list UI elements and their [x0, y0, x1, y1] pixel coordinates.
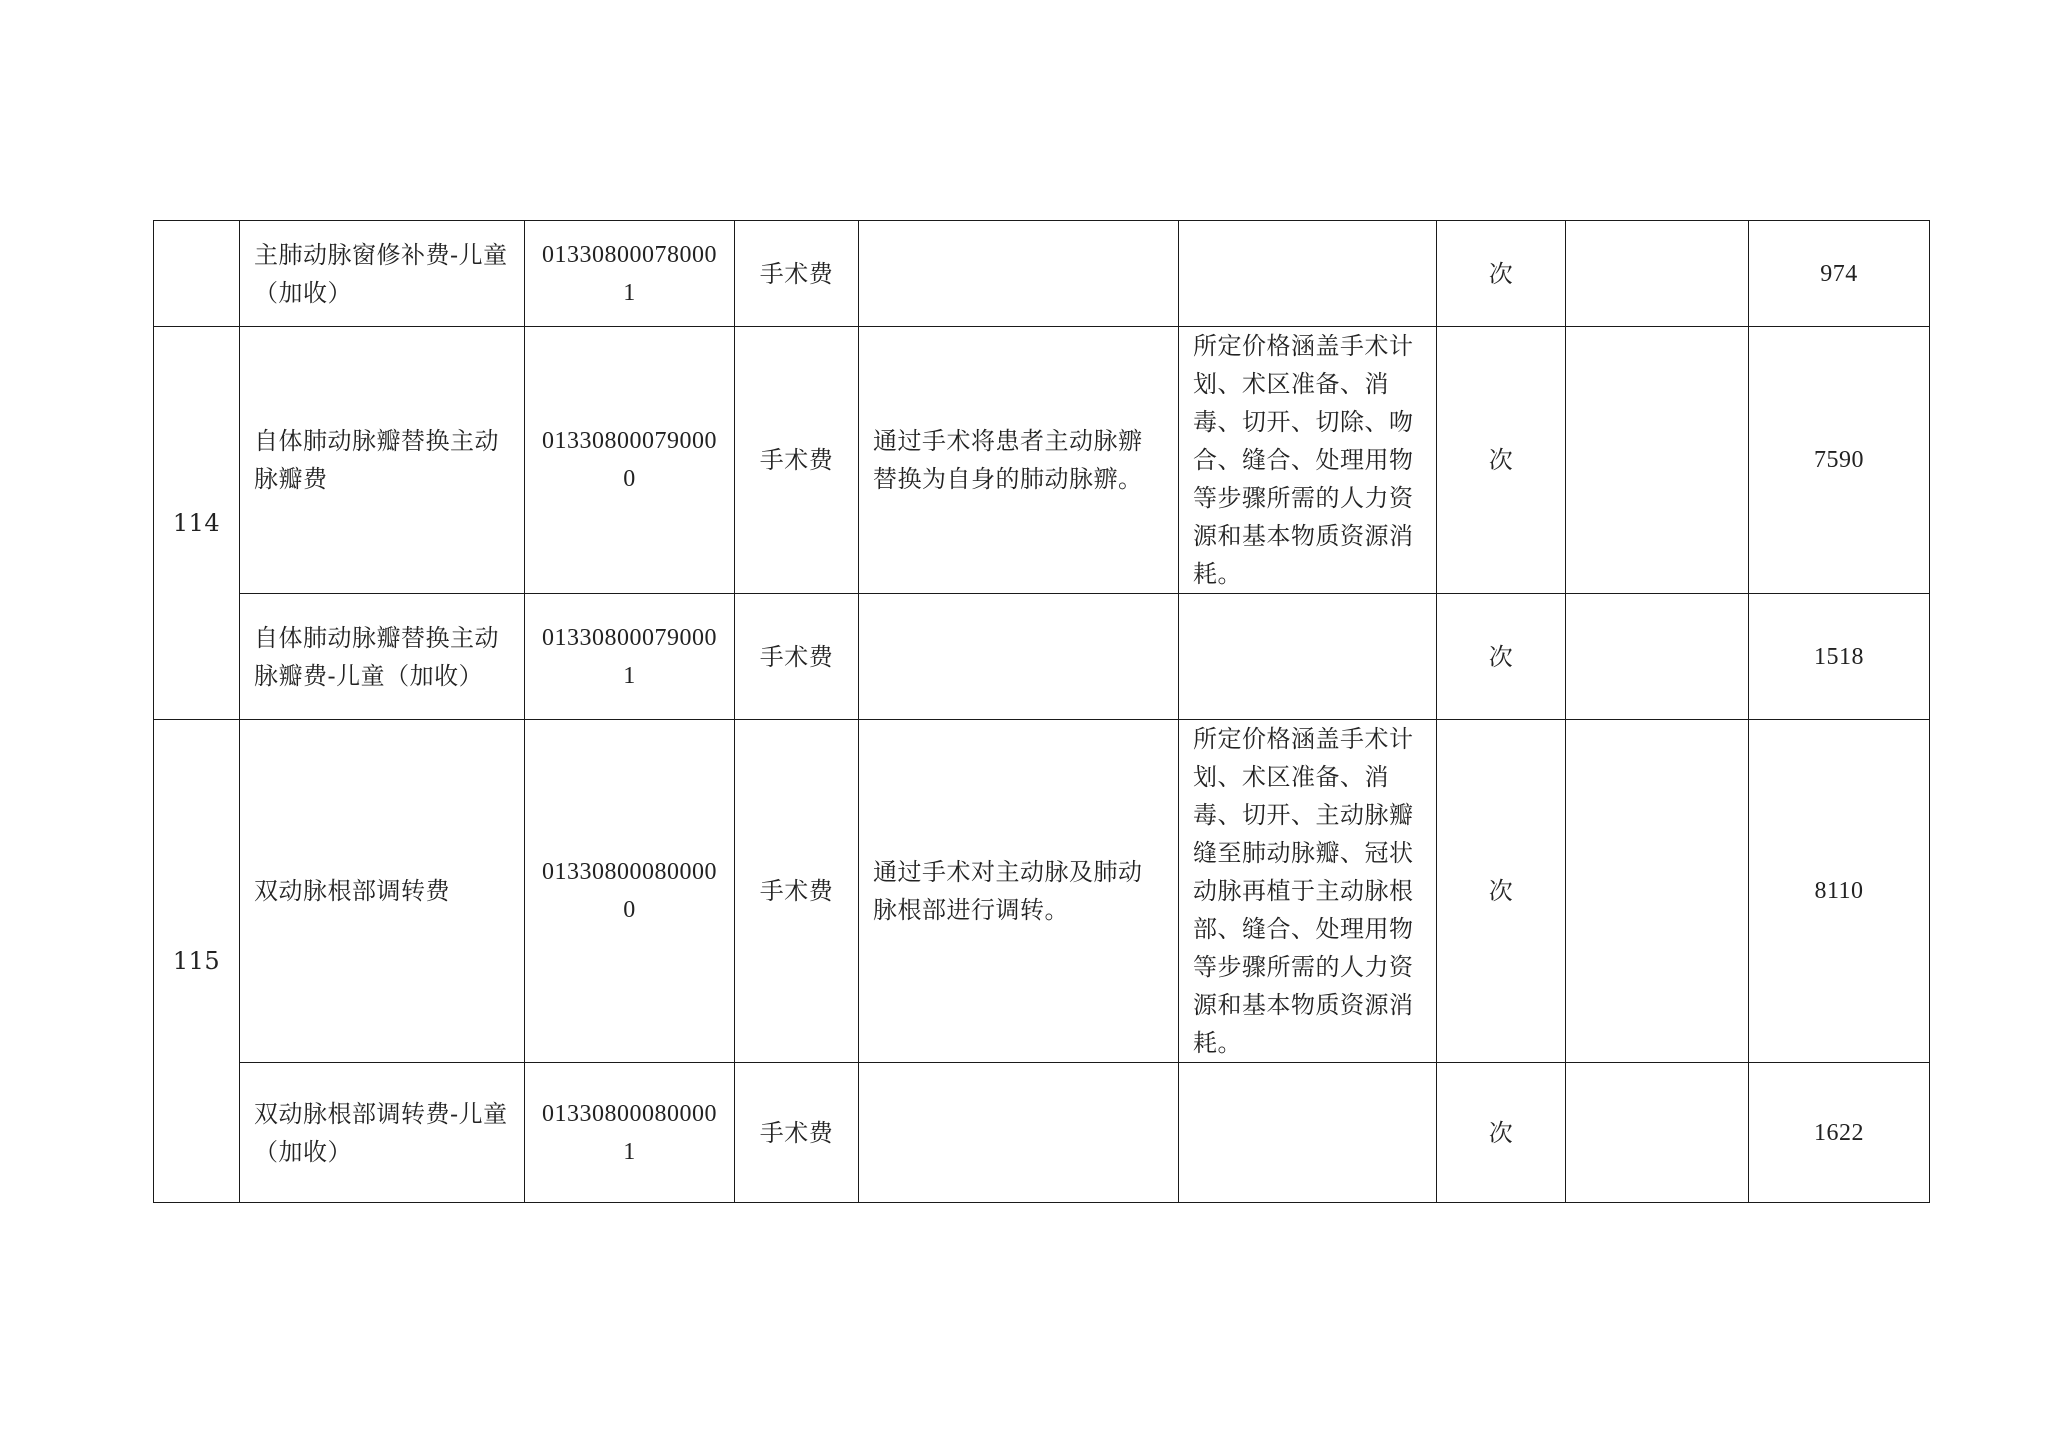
table-row	[154, 720, 1930, 1063]
fee-category-cell: 手术费	[735, 594, 859, 720]
remark-cell	[1566, 327, 1749, 594]
unit-cell: 次	[1437, 221, 1566, 327]
item-code-cell: 013308000790000	[525, 327, 735, 594]
unit-cell: 次	[1437, 1063, 1566, 1203]
item-content-cell: 通过手术对主动脉及肺动脉根部进行调转。	[859, 720, 1179, 1063]
pricing-note-cell: 所定价格涵盖手术计划、术区准备、消毒、切开、主动脉瓣缝至肺动脉瓣、冠状动脉再植于主动脉根部、缝合、处理用物等步骤所需的人力资源和基本物质资源消耗。	[1179, 720, 1437, 1063]
item-code-cell: 013308000800001	[525, 1063, 735, 1203]
item-name-cell: 自体肺动脉瓣替换主动脉瓣费-儿童（加收）	[240, 594, 525, 720]
item-name-cell: 双动脉根部调转费	[240, 720, 525, 1063]
item-content-cell	[859, 1063, 1179, 1203]
item-name-cell: 双动脉根部调转费-儿童（加收）	[240, 1063, 525, 1203]
price-cell: 1518	[1749, 594, 1930, 720]
remark-cell	[1566, 594, 1749, 720]
item-content-cell	[859, 221, 1179, 327]
remark-cell	[1566, 720, 1749, 1063]
item-name-cell: 自体肺动脉瓣替换主动脉瓣费	[240, 327, 525, 594]
seq-cell: 115	[154, 720, 240, 1203]
table-row	[154, 327, 1930, 594]
fee-category-cell: 手术费	[735, 221, 859, 327]
table-row	[154, 1063, 1930, 1203]
price-cell: 974	[1749, 221, 1930, 327]
remark-cell	[1566, 1063, 1749, 1203]
seq-cell: 114	[154, 327, 240, 720]
table-row	[154, 221, 1930, 327]
item-name-cell: 主肺动脉窗修补费-儿童（加收）	[240, 221, 525, 327]
item-code-cell: 013308000780001	[525, 221, 735, 327]
item-code-cell: 013308000800000	[525, 720, 735, 1063]
price-cell: 1622	[1749, 1063, 1930, 1203]
fee-category-cell: 手术费	[735, 720, 859, 1063]
pricing-note-cell: 所定价格涵盖手术计划、术区准备、消毒、切开、切除、吻合、缝合、处理用物等步骤所需的人力资源和基本物质资源消耗。	[1179, 327, 1437, 594]
unit-cell: 次	[1437, 594, 1566, 720]
unit-cell: 次	[1437, 720, 1566, 1063]
fee-category-cell: 手术费	[735, 1063, 859, 1203]
remark-cell	[1566, 221, 1749, 327]
item-content-cell	[859, 594, 1179, 720]
fee-category-cell: 手术费	[735, 327, 859, 594]
unit-cell: 次	[1437, 327, 1566, 594]
seq-cell	[154, 221, 240, 327]
item-content-cell: 通过手术将患者主动脉辧替换为自身的肺动脉辧。	[859, 327, 1179, 594]
price-cell: 7590	[1749, 327, 1930, 594]
pricing-note-cell	[1179, 594, 1437, 720]
item-code-cell: 013308000790001	[525, 594, 735, 720]
fee-table	[153, 220, 1930, 1203]
price-cell: 8110	[1749, 720, 1930, 1063]
pricing-note-cell	[1179, 1063, 1437, 1203]
pricing-note-cell	[1179, 221, 1437, 327]
table-row	[154, 594, 1930, 720]
